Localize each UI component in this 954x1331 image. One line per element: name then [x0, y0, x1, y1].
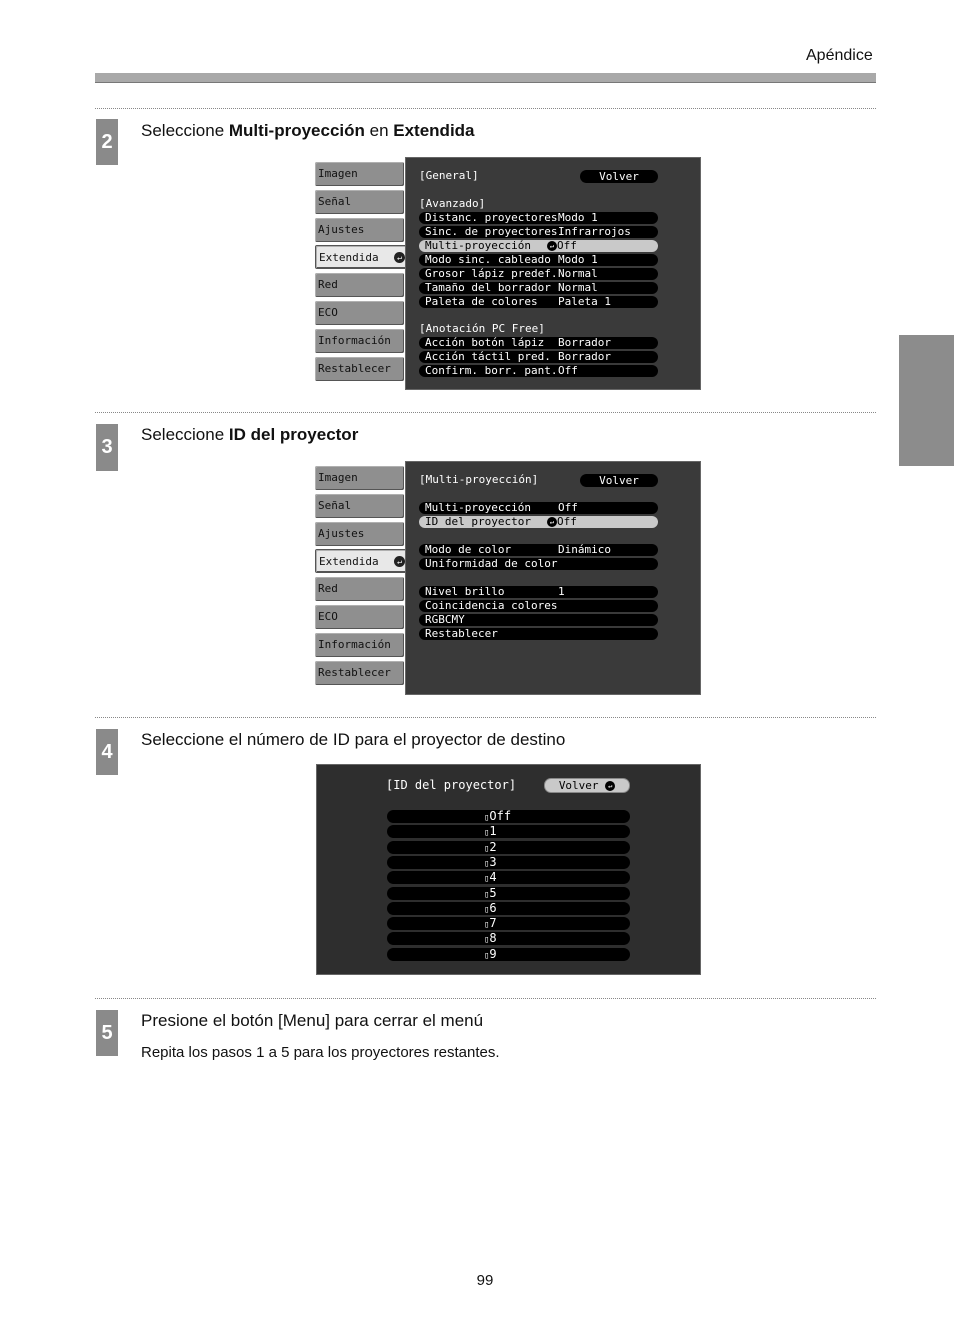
value-text: Off	[558, 364, 578, 377]
option-label: 6	[489, 900, 497, 915]
menu-item-value	[549, 239, 577, 253]
sidebar-item[interactable]	[315, 329, 404, 353]
sidebar-item-label: Restablecer	[318, 361, 391, 375]
value-text: Normal	[558, 281, 598, 294]
step-instruction: Seleccione ID del proyector	[141, 425, 359, 444]
enter-icon: ↵	[547, 517, 557, 527]
option-label: 3	[489, 854, 497, 869]
menu-item[interactable]: Distanc. proyectores	[425, 211, 558, 224]
sidebar-item[interactable]	[315, 301, 404, 325]
option-label: 7	[489, 916, 497, 931]
sidebar-item-label: Red	[318, 278, 338, 292]
page-number: 99	[476, 1272, 494, 1289]
menu-item[interactable]: Uniformidad de color	[425, 557, 558, 570]
value-text: Off	[557, 239, 577, 252]
menu-item-value	[558, 336, 611, 350]
menu-item-value	[558, 543, 611, 557]
menu-item[interactable]: Grosor lápiz predef.	[425, 267, 558, 280]
menu-item-value	[558, 585, 565, 599]
menu-item[interactable]: RGBCMY	[425, 613, 465, 626]
menu-item[interactable]: Paleta de colores	[425, 295, 538, 308]
option-background	[387, 856, 630, 869]
divider	[95, 412, 876, 413]
id-option[interactable]	[484, 886, 497, 900]
projector-id-menu	[316, 764, 701, 975]
radio-icon: ▯	[484, 904, 490, 915]
header-rule	[95, 73, 876, 83]
option-label: 9	[489, 946, 497, 961]
menu-panel	[405, 157, 701, 390]
menu-item[interactable]: Confirm. borr. pant.	[425, 364, 558, 377]
sidebar-item-label: Señal	[318, 194, 352, 208]
option-background	[387, 887, 630, 900]
volver-button[interactable]: Volver	[580, 474, 658, 487]
menu-item-value	[558, 225, 631, 239]
sidebar-item[interactable]	[315, 466, 404, 490]
sidebar-item[interactable]	[315, 273, 404, 297]
menu-title: [ID del proyector]	[386, 778, 517, 792]
sidebar-item[interactable]	[315, 577, 404, 601]
menu-item-value	[558, 350, 611, 364]
enter-icon: ↵	[547, 241, 557, 251]
step-note: Repita los pasos 1 a 5 para los proyectores restantes.	[141, 1044, 500, 1061]
option-label: 2	[489, 839, 497, 854]
radio-icon: ▯	[484, 874, 490, 885]
menu-item-value	[558, 364, 578, 378]
radio-icon: ▯	[484, 828, 490, 839]
sidebar-item-label: Información	[318, 637, 391, 651]
sidebar-item-label: Información	[318, 333, 391, 347]
id-option[interactable]	[484, 824, 497, 838]
radio-icon: ▯	[484, 920, 490, 931]
sidebar-item[interactable]	[315, 494, 404, 518]
step-number: 3	[96, 424, 118, 471]
id-option[interactable]	[484, 855, 497, 869]
enter-icon: ↵	[605, 781, 615, 791]
step-number: 5	[96, 1010, 118, 1056]
sidebar-item-label: Red	[318, 582, 338, 596]
menu-panel	[405, 461, 701, 695]
sidebar-item[interactable]	[315, 357, 404, 381]
sidebar-item-label: Imagen	[318, 167, 358, 180]
menu-item[interactable]: Acción táctil pred.	[425, 350, 551, 363]
id-option[interactable]	[484, 947, 497, 961]
value-text: Modo 1	[558, 211, 598, 224]
radio-icon: ▯	[484, 950, 490, 961]
sidebar-item[interactable]	[315, 190, 404, 214]
volver-button[interactable]: Volver	[580, 170, 658, 183]
menu-item-value	[558, 295, 611, 309]
menu-item[interactable]: Modo de color	[425, 543, 512, 556]
option-background	[387, 902, 630, 915]
option-background	[387, 841, 630, 854]
menu-item-value	[558, 211, 598, 225]
option-label: 8	[489, 931, 497, 946]
sidebar-item-label: Extendida	[319, 555, 379, 569]
menu-item[interactable]: Tamaño del borrador	[425, 281, 551, 294]
enter-icon: ↵	[394, 556, 405, 567]
value-text: Borrador	[558, 350, 611, 363]
menu-item[interactable]: Acción botón lápiz	[425, 336, 545, 349]
option-label: 5	[489, 885, 497, 900]
option-background	[387, 871, 630, 884]
menu-item[interactable]: Multi-proyección	[425, 239, 531, 252]
menu-item[interactable]: Nivel brillo	[425, 585, 505, 598]
option-label: Off	[489, 809, 512, 823]
option-background	[387, 932, 630, 945]
menu-item-value	[558, 267, 598, 281]
value-text: 1	[558, 585, 565, 598]
menu-item[interactable]: Coincidencia colores	[425, 599, 558, 612]
id-option[interactable]	[484, 809, 511, 823]
sidebar-item[interactable]	[315, 661, 404, 685]
projector-menu-multiproyeccion	[315, 461, 701, 695]
value-text: Paleta 1	[558, 295, 611, 308]
sidebar-item[interactable]	[315, 605, 404, 629]
radio-icon: ▯	[484, 843, 490, 854]
step-instruction: Seleccione el número de ID para el proyector de destino	[141, 730, 566, 749]
divider	[95, 998, 876, 999]
menu-item-value	[558, 501, 578, 515]
group-title: [Multi-proyección]	[419, 473, 539, 486]
menu-item[interactable]: Multi-proyección	[425, 501, 531, 514]
menu-item-value	[558, 281, 598, 295]
step-number: 2	[96, 119, 118, 165]
value-text: Normal	[558, 267, 598, 280]
enter-icon: ↵	[394, 252, 405, 263]
group-general: [General]	[419, 169, 479, 182]
value-text: Modo 1	[558, 253, 598, 266]
volver-button[interactable]: Volver ↵	[544, 778, 630, 793]
id-option[interactable]	[484, 870, 497, 884]
step-number: 4	[96, 729, 118, 775]
menu-item[interactable]: Restablecer	[425, 627, 498, 640]
sidebar-item-label: Imagen	[318, 471, 358, 484]
sidebar-item-label: ECO	[318, 610, 338, 623]
projector-menu-extendida	[315, 157, 701, 390]
divider	[95, 717, 876, 718]
radio-icon: ▯	[484, 935, 490, 946]
id-option[interactable]	[484, 916, 497, 930]
menu-item[interactable]: ID del proyector	[425, 515, 531, 528]
value-text: Infrarrojos	[558, 225, 631, 238]
sidebar-item-label: Ajustes	[318, 222, 365, 236]
sidebar-item[interactable]	[315, 218, 404, 242]
section-title: Apéndice	[806, 47, 873, 64]
value-text: Borrador	[558, 336, 611, 349]
group-avanzado: [Avanzado]	[419, 197, 486, 210]
menu-item-value	[558, 253, 598, 267]
divider	[95, 108, 876, 109]
option-background	[387, 825, 630, 838]
sidebar-item-label: Señal	[318, 498, 352, 512]
sidebar-item[interactable]	[315, 245, 410, 269]
group-anotacion: [Anotación PC Free]	[419, 322, 545, 335]
chapter-tab	[899, 335, 954, 466]
value-text: Off	[557, 515, 577, 528]
menu-item-value	[549, 515, 577, 529]
step-instruction: Presione el botón [Menu] para cerrar el menú	[141, 1011, 484, 1030]
option-background	[387, 917, 630, 930]
radio-icon: ▯	[484, 889, 490, 900]
radio-icon: ▯	[484, 858, 490, 869]
sidebar-item[interactable]	[315, 549, 410, 573]
menu-item[interactable]: Modo sinc. cableado	[425, 253, 551, 266]
sidebar-item-label: Ajustes	[318, 526, 365, 540]
sidebar-item-label: Restablecer	[318, 665, 391, 679]
id-option[interactable]	[484, 901, 497, 915]
sidebar-item[interactable]	[315, 633, 404, 657]
option-label: 4	[489, 870, 497, 885]
step-instruction: Seleccione Multi-proyección en Extendida	[141, 121, 475, 140]
sidebar-item-label: ECO	[318, 306, 338, 319]
option-label: 1	[489, 824, 497, 839]
value-text: Off	[558, 501, 578, 514]
sidebar-item-label: Extendida	[319, 251, 379, 265]
sidebar-item[interactable]	[315, 162, 404, 186]
id-option[interactable]	[484, 931, 497, 945]
menu-item[interactable]: Sinc. de proyectores	[425, 225, 558, 238]
value-text: Dinámico	[558, 543, 611, 556]
option-background	[387, 948, 630, 961]
radio-icon: ▯	[484, 813, 490, 823]
id-option[interactable]	[484, 840, 497, 854]
sidebar-item[interactable]	[315, 522, 404, 546]
